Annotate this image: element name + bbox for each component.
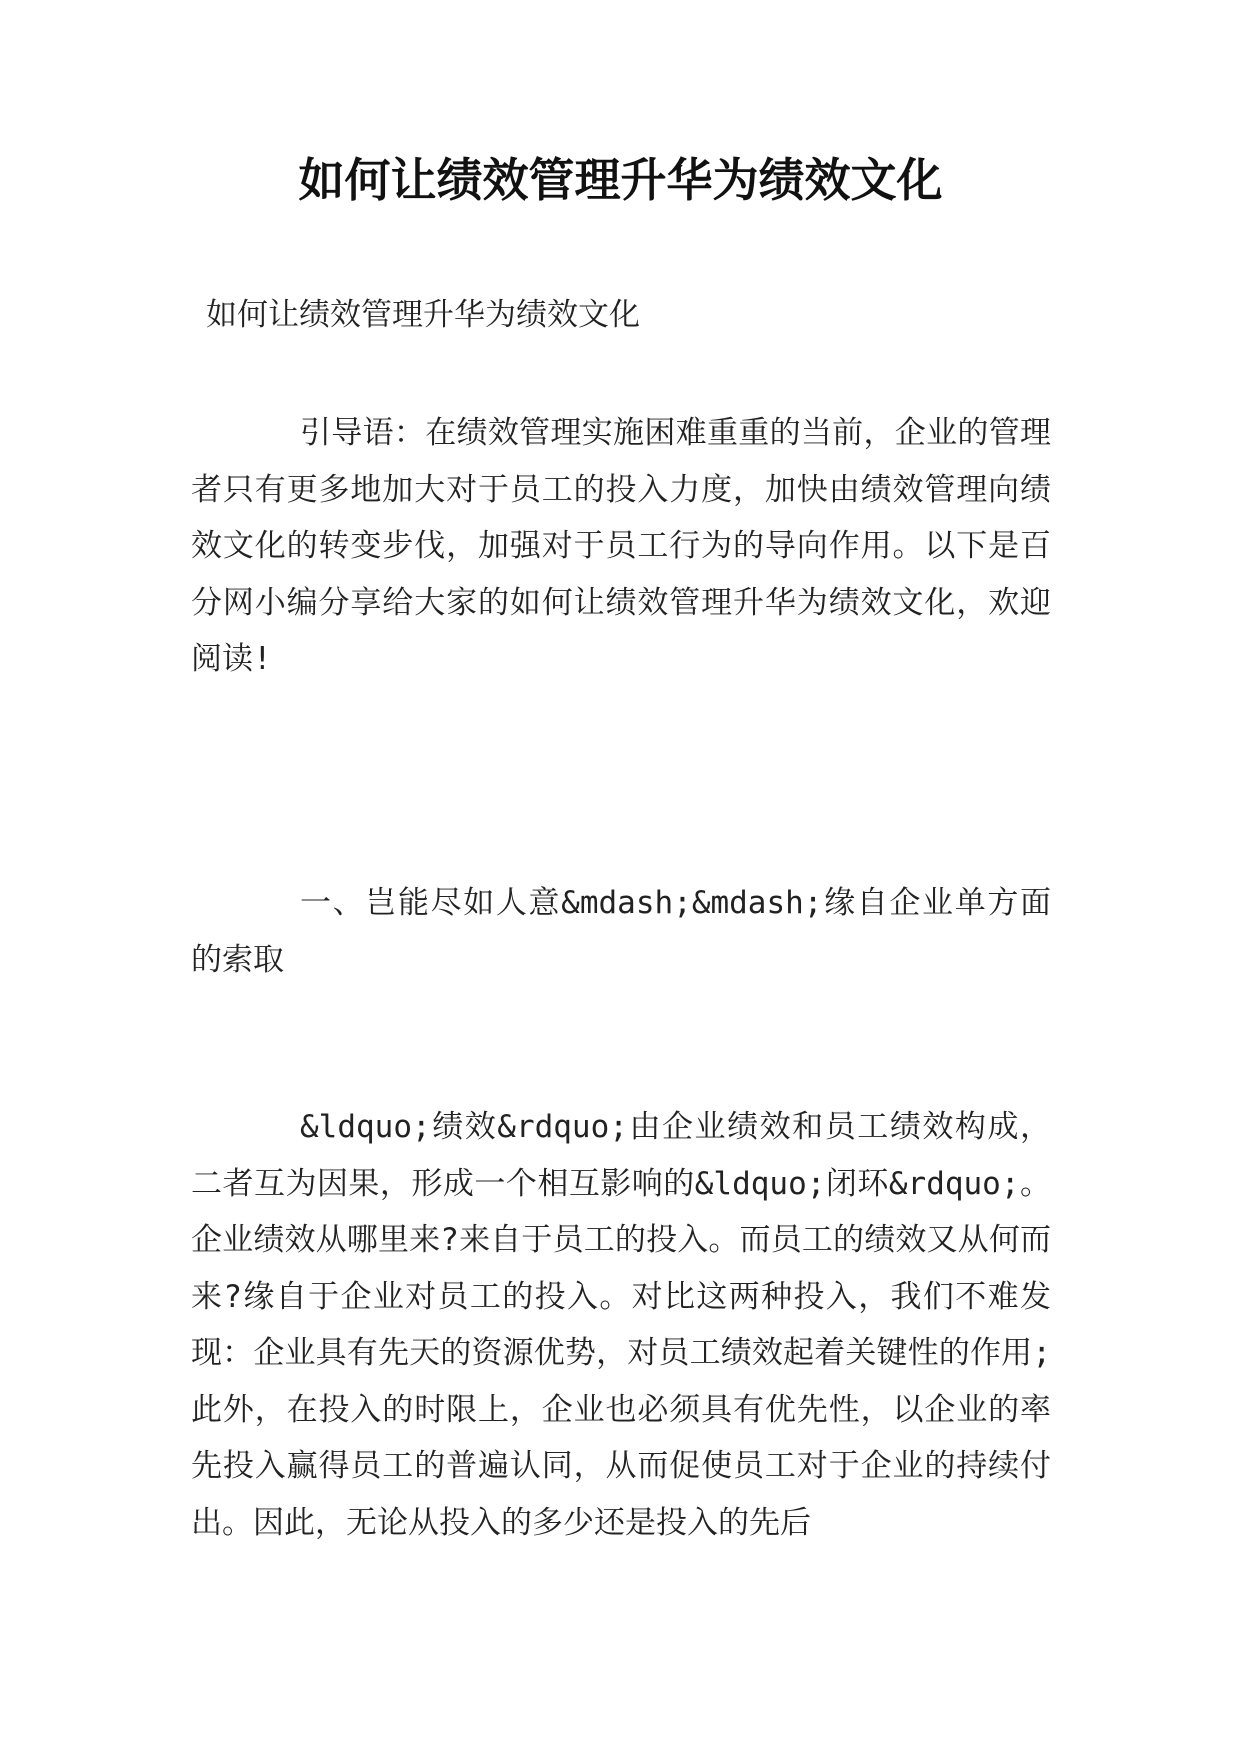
document-title: 如何让绩效管理升华为绩效文化 [298,153,943,207]
body-paragraph: &ldquo;绩效&rdquo;由企业绩效和员工绩效构成，二者互为因果，形成一个相互影响的&ldquo;闭环&rdquo;。企业绩效从哪里来?来自于员工的投入。而员工的绩效又从何而来?缘自于企业对员工的投入。对比这两种投入，我们不难发现：企业具有先天的资源优势，对员工绩效起着关键性的作用;此外，在投入的时限上，企业也必须具有优先性，以企业的率先投入赢得员工的普遍认同，从而促使员工对于企业的持续付出。因此，无论从投入的多少还是投入的先后 [191,1109,1051,1541]
intro-paragraph: 引导语：在绩效管理实施困难重重的当前，企业的管理者只有更多地加大对于员工的投入力度，加快由绩效管理向绩效文化的转变步伐，加强对于员工行为的导向作用。以下是百分网小编分享给大家的如何让绩效管理升华为绩效文化，欢迎阅读! [191,415,1051,677]
section-heading-paragraph: 一、岂能尽如人意&mdash;&mdash;缘自企业单方面的索取 [191,885,1051,978]
document-subtitle: 如何让绩效管理升华为绩效文化 [206,297,640,333]
